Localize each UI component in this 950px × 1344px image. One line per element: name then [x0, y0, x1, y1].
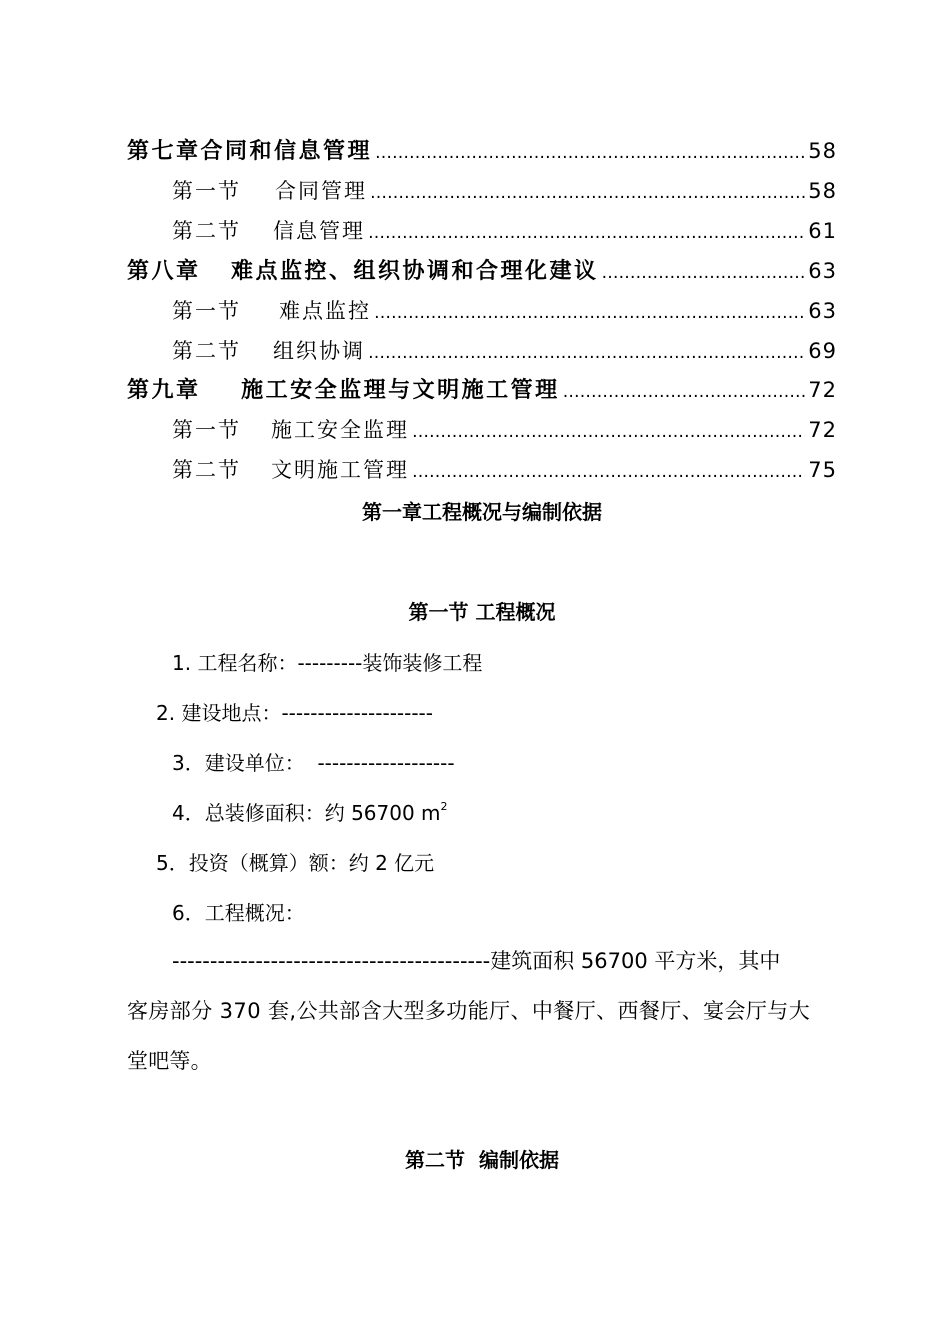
toc-section-title: 合同管理	[275, 179, 367, 203]
toc-leader-dots	[368, 343, 805, 363]
toc-chapter-title: 第九章 施工安全监理与文明施工管理	[127, 378, 560, 403]
toc-page-number: 63	[808, 299, 837, 323]
toc-leader-dots	[601, 263, 805, 283]
toc-page-number: 61	[808, 219, 837, 243]
toc-section-7-2[interactable]	[172, 215, 837, 245]
toc-page-number: 72	[808, 418, 837, 442]
item-investment: 5．投资（概算）额：约 2 亿元	[156, 851, 435, 875]
toc-page-number: 63	[808, 259, 837, 283]
item-overview: 6．工程概况：	[172, 901, 305, 925]
toc-section-label: 第二节	[172, 339, 241, 363]
item-client: 3．建设单位： -------------------	[172, 751, 455, 775]
section-title: 第一节 工程概况	[408, 600, 556, 624]
overview-line-1: ------------------------------------------建筑面积 56700 平方米，其中	[172, 949, 781, 973]
toc-section-label: 第一节	[172, 299, 241, 323]
toc-section-label: 第二节	[172, 219, 241, 243]
toc-chapter-title: 第八章 难点监控、组织协调和合理化建议	[127, 259, 599, 284]
toc-leader-dots	[375, 143, 805, 163]
toc-leader-dots	[374, 303, 805, 323]
item-total-area-text: 4．总装修面积：约 56700 m	[172, 801, 441, 825]
toc-section-label: 第二节	[172, 458, 241, 482]
overview-line-2: 客房部分 370 套,公共部含大型多功能厅、中餐厅、西餐厅、宴会厅与大	[127, 999, 811, 1023]
toc-page-number: 72	[808, 378, 837, 402]
toc-chapter-9[interactable]	[127, 373, 837, 404]
toc-section-8-1[interactable]	[172, 295, 837, 325]
toc-section-8-2[interactable]	[172, 335, 837, 365]
toc-leader-dots	[563, 382, 806, 402]
toc-section-7-1[interactable]	[172, 175, 837, 205]
toc-section-title: 难点监控	[279, 299, 371, 323]
item-project-name: 1. 工程名称：---------装饰装修工程	[172, 651, 483, 675]
toc-section-9-1[interactable]	[172, 414, 837, 444]
toc-chapter-title: 第七章合同和信息管理	[127, 139, 373, 164]
toc-leader-dots	[368, 223, 805, 243]
toc-page-number: 69	[808, 339, 837, 363]
toc-chapter-7[interactable]	[127, 134, 837, 165]
toc-section-title: 文明施工管理	[271, 458, 409, 482]
item-location: 2. 建设地点：---------------------	[156, 701, 433, 725]
toc-chapter-8[interactable]	[127, 254, 837, 285]
toc-page-number: 58	[808, 139, 837, 163]
toc-section-label: 第一节	[172, 179, 241, 203]
section-title-2: 第二节 编制依据	[405, 1148, 559, 1172]
item-total-area	[172, 797, 448, 826]
chapter-title: 第一章工程概况与编制依据	[362, 500, 602, 524]
toc-section-title: 信息管理	[273, 219, 365, 243]
toc-leader-dots	[370, 183, 805, 203]
overview-line-3: 堂吧等。	[127, 1049, 212, 1073]
toc-section-title: 组织协调	[273, 339, 365, 363]
toc-section-9-2[interactable]	[172, 454, 837, 484]
toc-leader-dots	[412, 462, 805, 482]
toc-section-title: 施工安全监理	[271, 418, 409, 442]
toc-page-number: 75	[808, 458, 837, 482]
toc-page-number: 58	[808, 179, 837, 203]
toc-leader-dots	[412, 422, 805, 442]
area-superscript: 2	[440, 800, 448, 813]
toc-section-label: 第一节	[172, 418, 241, 442]
